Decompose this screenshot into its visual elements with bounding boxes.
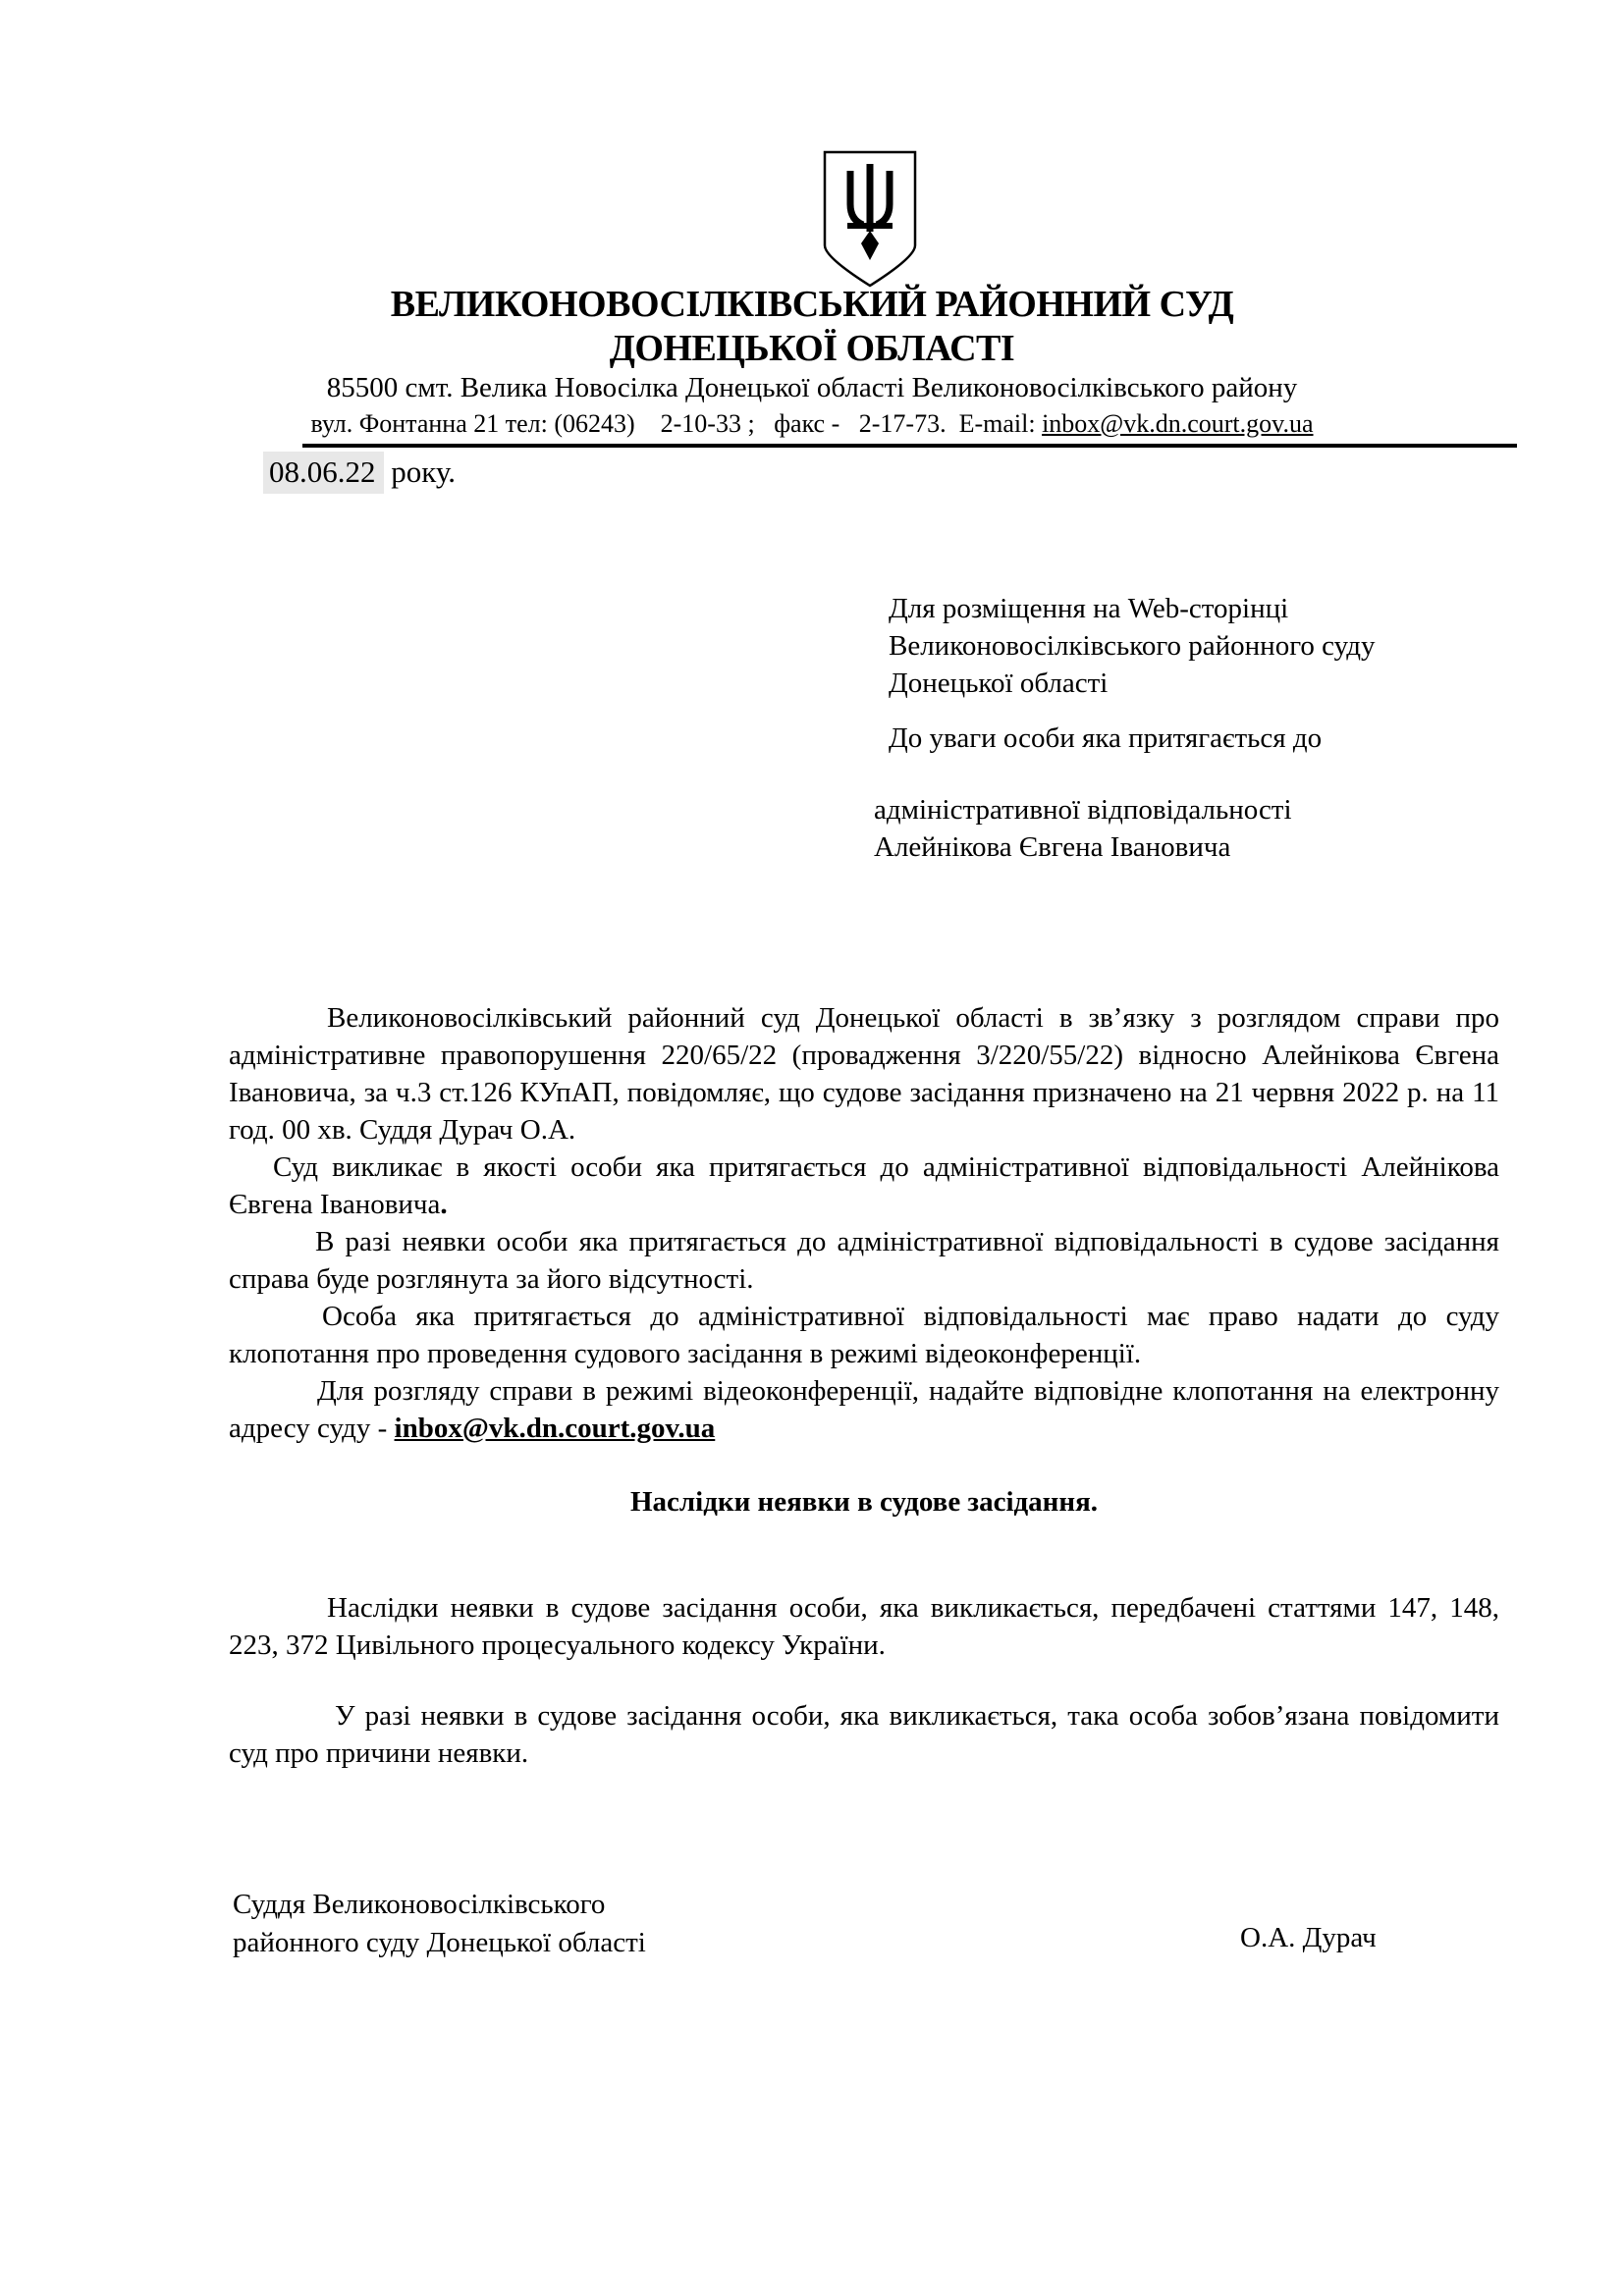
request-text: Для розгляду справи в режимі відеоконференції, надайте відповідне клопотання на електронну адресу суду - bbox=[229, 1375, 1499, 1444]
paragraph-absence-consequence: В разі неявки особи яка притягається до адміністративної відповідальності в судове засідання справа буде розглянута за його відсутності. bbox=[229, 1226, 1499, 1295]
paragraph-summons bbox=[229, 1148, 1499, 1223]
recipient-line: До уваги особи яка притягається до bbox=[889, 722, 1323, 754]
paragraph-hearing-notice: Великоновосілківський районний суд Донецької області в зв’язку з розглядом справи про адміністративне правопорушення 220/65/22 (провадження 3/220/55/22) відносно Алейнікова Євгена Івановича, за ч.3 ст.126 КУпАП, повідомляє, що судове засідання призначено на 21 червня 2022 р. на 11 год. 00 хв. Суддя Дурач О.А. bbox=[229, 1002, 1499, 1146]
summons-text: Суд викликає в якості особи яка притягається до адміністративної відповідальності Алейнікова Євгена Івановича bbox=[229, 1151, 1499, 1220]
signature-title-line2: районного суду Донецької області bbox=[233, 1927, 646, 1958]
judge-name: О.А. Дурач bbox=[1240, 1922, 1377, 1953]
court-contact-line bbox=[0, 409, 1624, 439]
ukraine-trident-icon bbox=[821, 149, 919, 289]
header-email-link[interactable]: inbox@vk.dn.court.gov.ua bbox=[1042, 409, 1314, 438]
recipient-line: Для розміщення на Web-сторінці bbox=[889, 593, 1289, 624]
court-address-line: 85500 смт. Велика Новосілка Донецької області Великоновосілківського району bbox=[326, 372, 1298, 403]
body-text-block bbox=[229, 999, 1499, 1447]
recipient-line: Алейнікова Євгена Івановича bbox=[874, 831, 1231, 863]
recipient-line: Великоновосілківського районного суду bbox=[889, 630, 1376, 662]
signature-title-line1: Суддя Великоновосілківського bbox=[233, 1889, 606, 1920]
recipient-line: Донецької області bbox=[889, 667, 1109, 699]
paragraph-videoconference-request bbox=[229, 1372, 1499, 1447]
recipient-line: адміністративної відповідальності bbox=[874, 794, 1292, 826]
section-heading-consequences: Наслідки неявки в судове засідання. bbox=[629, 1486, 1099, 1518]
summons-bold-period: . bbox=[440, 1189, 448, 1220]
court-name-line2: ДОНЕЦЬКОЇ ОБЛАСТІ bbox=[609, 328, 1015, 369]
letterhead-divider-rule bbox=[302, 444, 1517, 448]
paragraph-videoconference-right: Особа яка притягається до адміністративної відповідальності має право надати до суду клопотання про проведення судового засідання в режимі відеоконференції. bbox=[229, 1301, 1499, 1369]
paragraph-statutes: Наслідки неявки в судове засідання особи, яка викликається, передбачені статтями 147, 148, 223, 372 Цивільного процесуального кодексу України. bbox=[229, 1592, 1499, 1661]
recipient-block bbox=[874, 590, 1438, 866]
contact-prefix: вул. Фонтанна 21 тел: (06243) 2-10-33 ; факс - 2-17-73. E-mail: bbox=[310, 409, 1043, 438]
date-suffix: року. bbox=[383, 454, 457, 489]
court-name-line1: ВЕЛИКОНОВОСІЛКІВСЬКИЙ РАЙОННИЙ СУД bbox=[390, 284, 1234, 325]
body-email-link[interactable]: inbox@vk.dn.court.gov.ua bbox=[394, 1413, 716, 1444]
paragraph-duty-to-notify: У разі неявки в судове засідання особи, яка викликається, така особа зобов’язана повідомити суд про причини неявки. bbox=[229, 1700, 1499, 1769]
document-date-line bbox=[263, 454, 456, 490]
signature-title-block bbox=[233, 1886, 920, 1962]
date-highlighted-value: 08.06.22 bbox=[263, 452, 384, 494]
